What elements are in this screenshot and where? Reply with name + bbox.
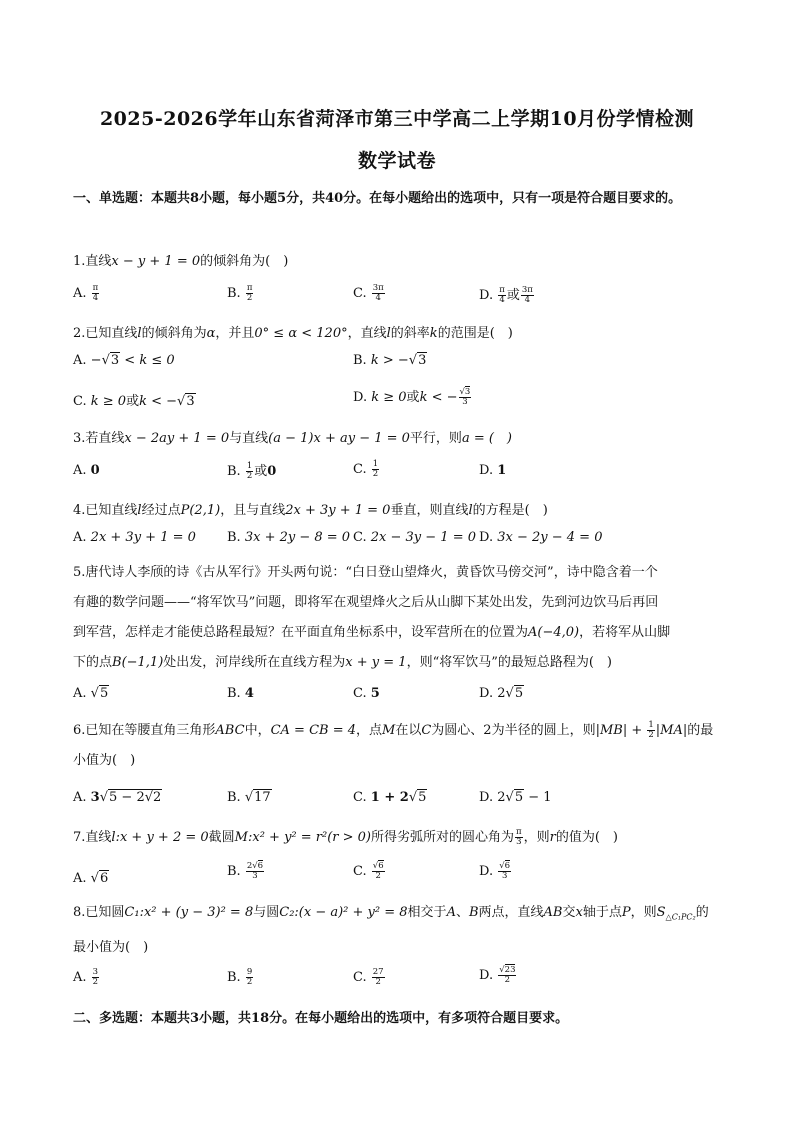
question-text: 、 <box>455 905 469 920</box>
or-text: 或 <box>406 390 420 405</box>
exam-title: 2025-2026学年山东省菏泽市第三中学高二上学期10月份学情检测 <box>99 108 695 130</box>
sqrt: √3 <box>177 394 195 409</box>
option-label: C. <box>73 394 87 409</box>
option-label: B. <box>227 864 241 879</box>
math-text: − <box>90 353 102 368</box>
option-value: 0 <box>267 464 277 479</box>
math-expression: (a − 1)x + ay − 1 = 0 <box>268 431 410 446</box>
option-value: 5 <box>370 686 380 701</box>
math-var: P <box>621 905 631 920</box>
option-label: A. <box>73 686 87 701</box>
fraction: $\frac{9}{2}$ <box>246 967 253 987</box>
question-text: ，则 <box>523 830 550 845</box>
q6-line-2: 小值为( ) <box>73 753 136 768</box>
section-2-heading-text: 二、多选题：本题共3小题，共18分。在每小题给出的选项中，有多项符合题目要求。 <box>73 1011 569 1026</box>
fraction: $\frac{1}{2}$ <box>246 461 253 481</box>
math-expression: a = ( ) <box>461 431 512 446</box>
math-var: C₁ <box>124 905 140 920</box>
math-expression: x + y = 1 <box>345 655 407 670</box>
section-1-heading <box>73 184 723 214</box>
math-expression: M:x² + y² = r²(r > 0) <box>234 830 371 845</box>
q7-option-d[interactable] <box>479 862 512 881</box>
q7-option-c[interactable] <box>353 862 386 881</box>
question-text: ，直线 <box>347 326 387 341</box>
question-number: 5. <box>73 565 86 580</box>
math-var: r <box>549 830 556 845</box>
fraction: $\frac{√3}{3}$ <box>459 387 471 407</box>
math-text: k < − <box>139 394 178 409</box>
option-value: 1 <box>497 463 507 478</box>
question-text: 相交于 <box>407 905 447 920</box>
q5-option-b[interactable] <box>227 686 254 701</box>
q6-line-1 <box>73 716 723 746</box>
question-text: 的值为( ) <box>555 830 618 845</box>
option-label: C. <box>353 530 367 545</box>
sqrt: √17 <box>244 790 271 805</box>
math-var: α <box>206 326 216 341</box>
option-label: C. <box>353 970 367 985</box>
fraction: $\frac{2√6}{3}$ <box>246 861 264 881</box>
q4-option-c[interactable] <box>353 530 476 545</box>
fraction: $\frac{1}{2}$ <box>372 459 379 479</box>
option-label: D. <box>479 530 494 545</box>
question-text: ，若将军从山脚 <box>579 625 671 640</box>
math-text: k > − <box>370 353 409 368</box>
option-label: B. <box>227 530 241 545</box>
question-text: ，则“将军饮马”的最短总路程为( ) <box>406 655 612 670</box>
question-3 <box>73 427 733 446</box>
question-text: ，则 <box>630 905 657 920</box>
q5-option-d[interactable] <box>479 686 524 701</box>
option-label: A. <box>73 530 87 545</box>
math-var: ABC <box>215 723 245 738</box>
question-text: 直线 <box>85 830 112 845</box>
q2-option-c[interactable] <box>73 390 196 409</box>
math-var: l <box>468 503 473 518</box>
option-label: C. <box>353 790 367 805</box>
option-value: 3x − 2y − 4 = 0 <box>497 530 603 545</box>
question-text: 与圆 <box>253 905 280 920</box>
sqrt: √5 <box>505 790 524 805</box>
question-number: 1. <box>73 254 86 269</box>
q2-option-d[interactable] <box>353 386 472 407</box>
math-text: k < − <box>419 390 458 405</box>
fraction: $\frac{27}{2}$ <box>372 967 384 987</box>
fraction: $\frac{√6}{2}$ <box>372 861 384 881</box>
sqrt: √3 <box>408 353 427 368</box>
option-label: B. <box>227 286 241 301</box>
option-label: A. <box>73 871 87 886</box>
fraction: $\frac{1}{2}$ <box>648 720 654 740</box>
section-2-heading <box>73 1004 723 1034</box>
option-label: C. <box>353 462 367 477</box>
or-text: 或 <box>126 394 140 409</box>
math-expression: x − 2ay + 1 = 0 <box>124 431 230 446</box>
question-text: 处出发，河岸线所在直线方程为 <box>163 655 346 670</box>
math-var: C <box>421 723 432 738</box>
option-label: C. <box>353 286 367 301</box>
question-text: 截圆 <box>208 830 235 845</box>
math-expression: x − y + 1 = 0 <box>111 254 201 269</box>
or-text: 或 <box>506 288 520 303</box>
option-label: A. <box>73 970 87 985</box>
sqrt: √5 − 2√2 <box>99 790 162 805</box>
q5-option-a[interactable] <box>73 686 109 701</box>
option-value: 2x + 3y + 1 = 0 <box>90 530 196 545</box>
q3-option-c[interactable] <box>353 460 380 479</box>
question-text: 唐代诗人李颀的诗《古从军行》开头两句说：“白日登山望烽火，黄昏饮马傍交河”，诗中隐含着一个 <box>85 565 658 580</box>
math-expression: B(−1,1) <box>112 655 164 670</box>
q8-line-1 <box>73 898 723 933</box>
math-expression: :(x − a)² + y² = 8 <box>294 905 408 920</box>
math-text: 2 <box>497 686 506 701</box>
fraction: $\frac{\pi}{4}$ <box>499 285 505 305</box>
q4-option-a[interactable] <box>73 530 196 545</box>
math-var: A <box>446 905 456 920</box>
option-label: A. <box>73 790 87 805</box>
question-text: 的最 <box>687 723 714 738</box>
option-label: D. <box>353 390 368 405</box>
question-number: 8. <box>73 905 86 920</box>
question-text: 的方程是( ) <box>472 503 548 518</box>
math-text: k ≥ 0 <box>371 390 407 405</box>
math-var: S <box>656 905 666 920</box>
question-number: 7. <box>73 830 86 845</box>
option-value: 4 <box>244 686 254 701</box>
math-expression: A(−4,0) <box>528 625 580 640</box>
option-label: D. <box>479 686 494 701</box>
option-label: B. <box>227 790 241 805</box>
math-var: k <box>429 326 438 341</box>
q8-line-2: 最小值为( ) <box>73 939 149 955</box>
option-label: D. <box>479 864 494 879</box>
question-1 <box>73 250 733 269</box>
q1-option-a[interactable] <box>73 284 100 303</box>
question-text: 已知在等腰直角三角形 <box>85 723 216 738</box>
question-5 <box>73 558 723 678</box>
question-text: 中， <box>244 723 271 738</box>
math-var: x <box>575 905 583 920</box>
question-text: 与直线 <box>229 431 269 446</box>
q2-option-b[interactable] <box>353 353 427 368</box>
fraction: $\frac{√23}{2}$ <box>499 965 516 985</box>
q2-option-a[interactable] <box>73 353 175 368</box>
question-text: ，点 <box>356 723 383 738</box>
question-number: 2. <box>73 326 86 341</box>
question-text: 垂直，则直线 <box>390 503 469 518</box>
q6-option-b[interactable] <box>227 790 272 805</box>
question-text: 的范围是( ) <box>437 326 513 341</box>
sqrt: √6 <box>90 871 109 886</box>
question-2 <box>73 322 733 341</box>
option-label: B. <box>227 970 241 985</box>
q1-option-d[interactable] <box>479 284 535 305</box>
math-var: B <box>468 905 479 920</box>
or-text: 或 <box>254 464 268 479</box>
q4-option-d[interactable] <box>479 530 602 545</box>
math-text: − 1 <box>524 790 552 805</box>
question-text: 在以 <box>395 723 422 738</box>
q5-line-4 <box>73 648 723 678</box>
option-value: 0 <box>90 463 100 478</box>
question-number: 4. <box>73 503 86 518</box>
question-7 <box>73 826 733 847</box>
option-value: 2x − 3y − 1 = 0 <box>370 530 476 545</box>
q8-option-a[interactable] <box>73 968 100 987</box>
option-label: B. <box>353 353 367 368</box>
q5-line-2: 有趣的数学问题——“将军饮马”问题，即将军在观望烽火之后从山脚下某处出发，先到河边饮马后再回 <box>73 595 659 610</box>
math-subscript: △C₁PC₂ <box>665 912 696 922</box>
q5-line-3 <box>73 618 723 648</box>
math-text: 1 + 2 <box>370 790 409 805</box>
q7-option-b[interactable] <box>227 862 265 881</box>
math-text: 2 <box>497 790 506 805</box>
q1-option-b[interactable] <box>227 284 254 303</box>
sqrt: √5 <box>505 686 524 701</box>
math-var: l <box>137 326 142 341</box>
question-text: 平行，则 <box>409 431 462 446</box>
sqrt: √5 <box>408 790 427 805</box>
math-expression: 2x + 3y + 1 = 0 <box>285 503 391 518</box>
option-label: C. <box>353 864 367 879</box>
option-label: D. <box>479 968 494 983</box>
math-var: C₂ <box>279 905 295 920</box>
q1-option-c[interactable] <box>353 284 386 303</box>
question-text: 轴于点 <box>582 905 622 920</box>
math-expression: |MB| + <box>595 723 647 738</box>
fraction: $\frac{3\pi}{4}$ <box>372 283 384 303</box>
question-text: 的斜率 <box>390 326 430 341</box>
option-label: D. <box>479 288 494 303</box>
sqrt: √5 <box>90 686 109 701</box>
math-expression: CA = CB = 4 <box>270 723 356 738</box>
fraction: $\frac{3}{2}$ <box>92 967 99 987</box>
question-text: 直线 <box>85 254 112 269</box>
exam-subtitle: 数学试卷 <box>357 150 436 172</box>
question-text: 两点，直线 <box>478 905 544 920</box>
question-text: ，且与直线 <box>220 503 286 518</box>
question-number: 3. <box>73 431 86 446</box>
question-text: 的倾斜角为 <box>141 326 207 341</box>
q6-option-c[interactable] <box>353 790 427 805</box>
option-label: D. <box>479 463 494 478</box>
option-label: C. <box>353 686 367 701</box>
q5-line-1 <box>73 558 723 588</box>
math-text: < k ≤ 0 <box>120 353 175 368</box>
math-var: M <box>382 723 396 738</box>
section-1-heading-text: 一、单选题：本题共8小题，每小题5分，共40分。在每小题给出的选项中，只有一项是符合题目要求的。 <box>73 191 682 206</box>
question-8 <box>73 898 723 963</box>
q8-option-d[interactable] <box>479 966 517 985</box>
option-label: A. <box>73 353 87 368</box>
q5-option-c[interactable] <box>353 686 380 701</box>
option-label: A. <box>73 463 87 478</box>
q6-option-d[interactable] <box>479 790 552 805</box>
q4-option-b[interactable] <box>227 530 350 545</box>
question-text: 下的点 <box>73 655 113 670</box>
q8-option-c[interactable] <box>353 968 386 987</box>
question-number: 6. <box>73 723 86 738</box>
fraction: $\frac{\pi}{2}$ <box>246 283 253 303</box>
q8-option-b[interactable] <box>227 968 254 987</box>
question-text: 所得劣弧所对的圆心角为 <box>371 830 515 845</box>
math-text: k ≥ 0 <box>90 394 127 409</box>
question-text: 到军营，怎样走才能使总路程最短？在平面直角坐标系中，设军营所在的位置为 <box>73 625 529 640</box>
q3-option-d[interactable] <box>479 463 506 478</box>
question-text: 已知直线 <box>85 326 138 341</box>
q6-option-a[interactable] <box>73 790 162 805</box>
question-text: 经过点 <box>141 503 181 518</box>
question-text: ，并且 <box>215 326 255 341</box>
q3-option-a[interactable] <box>73 463 100 478</box>
q7-option-a[interactable] <box>73 871 109 886</box>
question-text: 的倾斜角为( ) <box>200 254 289 269</box>
option-label: B. <box>227 686 241 701</box>
option-label: D. <box>479 790 494 805</box>
question-text: 已知直线 <box>85 503 138 518</box>
question-text: 的 <box>695 905 709 920</box>
option-value: 3x + 2y − 8 = 0 <box>244 530 351 545</box>
question-text: 交 <box>562 905 576 920</box>
math-expression: :x² + (y − 3)² = 8 <box>139 905 254 920</box>
option-label: B. <box>227 464 241 479</box>
math-expression: P(2,1) <box>180 503 221 518</box>
question-6 <box>73 716 723 776</box>
sqrt: √3 <box>101 353 120 368</box>
q3-option-b[interactable] <box>227 460 276 481</box>
math-expression: 0° ≤ α < 120° <box>254 326 348 341</box>
question-text: 为圆心、2为半径的圆上，则 <box>431 723 596 738</box>
math-expression: |MA| <box>655 723 688 738</box>
fraction: $\frac{√6}{3}$ <box>499 861 511 881</box>
math-text: 3 <box>90 790 100 805</box>
fraction: $\frac{\pi}{3}$ <box>516 827 522 847</box>
math-var: l <box>386 326 391 341</box>
question-text: 若直线 <box>85 431 125 446</box>
fraction: $\frac{3\pi}{4}$ <box>521 285 533 305</box>
math-expression: l:x + y + 2 = 0 <box>111 830 209 845</box>
question-4 <box>73 499 733 518</box>
option-label: A. <box>73 286 87 301</box>
math-var: AB <box>543 905 563 920</box>
question-text: 已知圆 <box>85 905 125 920</box>
fraction: $\frac{\pi}{4}$ <box>92 283 99 303</box>
math-var: l <box>137 503 142 518</box>
